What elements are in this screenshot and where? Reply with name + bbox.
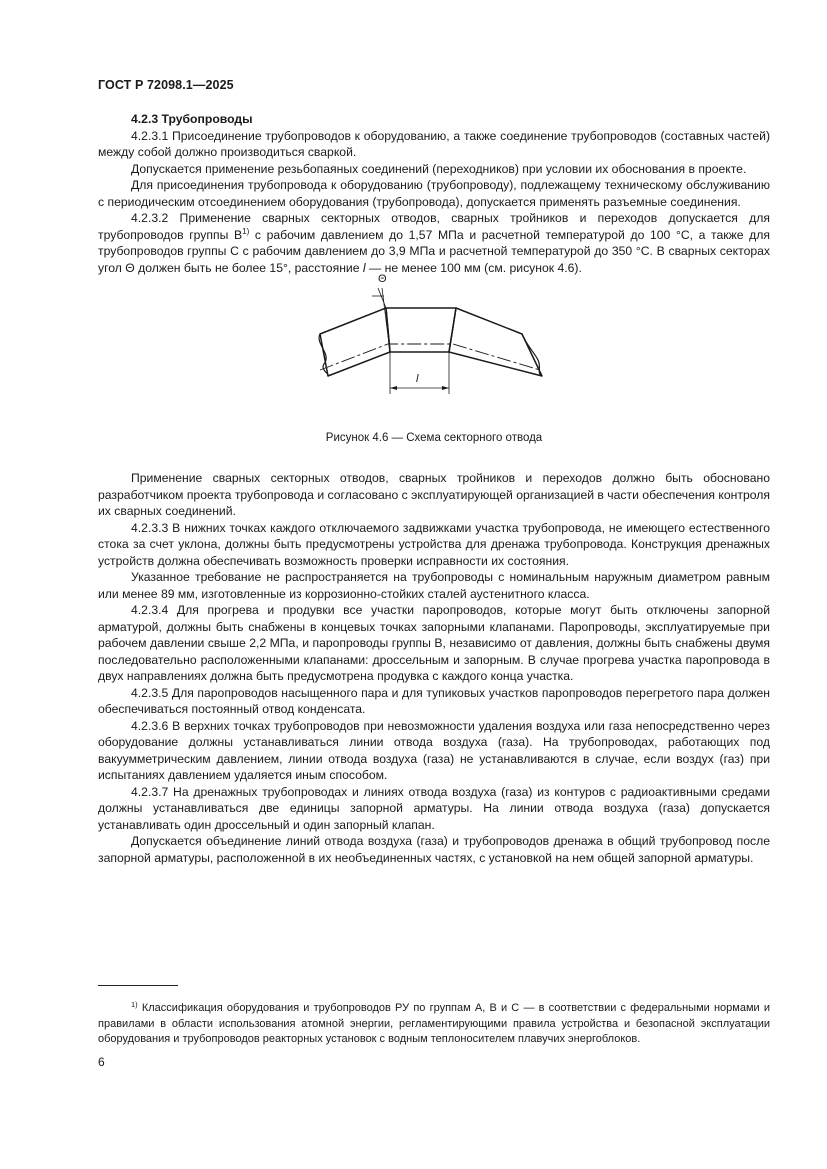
section-title: 4.2.3 Трубопроводы — [131, 112, 253, 126]
paragraph: 4.2.3.5 Для паропроводов насыщенного пара и для тупиковых участков паропроводов перегретого пара должен обеспечиваться постоянный отвод конденсата. — [98, 685, 770, 716]
figure-caption: Рисунок 4.6 — Схема секторного отвода — [325, 432, 543, 444]
sector-bend-diagram — [312, 273, 552, 418]
paragraph: Указанное требование не распространяется на трубопроводы с номинальным наружным диаметром равным или менее 89 мм, изготовленные из коррозионно-стойких сталей аустенитного класса. — [98, 570, 770, 601]
paragraph: 4.2.3.1 Присоединение трубопроводов к оборудованию, а также соединение трубопроводов (составных частей) между собой должно производиться сваркой. — [98, 128, 770, 159]
dim-arrow-right — [442, 386, 449, 390]
paragraph: 4.2.3.4 Для прогрева и продувки все участки паропроводов, которые могут быть отключены запорной арматурой, должны быть снабжены в концевых точках запорными клапанами. Паропроводы, эксплуатируемые при рабочем давлении свыше 2,2 МПа, и паропроводы группы В, независимо от давления, должны быть снабжены двумя последовательно расположенными клапанами: дроссельным и запорным. В случае прогрева участка паропровода в двух направлениях должна быть предусмотрена продувка с каждого конца участка. — [98, 603, 770, 683]
paragraph: 4.2.3.6 В верхних точках трубопроводов при невозможности удаления воздуха или газа непосредственно через оборудование должны устанавливаться линии отвода воздуха (газа). На трубопроводах, работающих под вакуумметрическим давлением, линии отвода воздуха (газа) не устанавливаются в случае, если воздух (газ) при испытаниях давлением удаляется иным способом. — [98, 718, 770, 782]
figure-4-6 — [98, 273, 770, 464]
paragraph: Допускается объединение линий отвода воздуха (газа) и трубопроводов дренажа в общий трубопровод после запорной арматуры, расположенной в их необъединенных частях, с установкой на нем общей запорной арматуры. — [98, 834, 770, 865]
dim-arrow-left — [390, 386, 397, 390]
page-content — [98, 111, 770, 866]
paragraphs-after-figure — [98, 470, 770, 866]
paragraph-4-2-3-2 — [98, 210, 770, 276]
footnote-text: Классификация оборудования и трубопроводов РУ по группам А, В и С — в соответствии с федеральными нормами и правилами в области использования атомной энергии, регламентирующими правила устройства и безопасной эксплуатации оборудования и трубопроводов реакторных установок с водным теплоносителем плавучих энергоблоков. — [98, 1002, 770, 1045]
middle-segment — [386, 308, 456, 352]
paragraph: 4.2.3.3 В нижних точках каждого отключаемого задвижками участка трубопровода, не имеющего естественного стока за счет уклона, должны быть предусмотрены устройства для дренажа трубопровода. Конструкция дренажных устройств должна обеспечивать возможность проверки исправности их состояния. — [98, 520, 770, 568]
l-label: l — [416, 373, 419, 385]
right-segment — [449, 308, 542, 376]
page-number: 6 — [98, 1055, 105, 1069]
footnote-marker: 1) — [131, 1000, 138, 1009]
paragraph: 4.2.3.7 На дренажных трубопроводах и линиях отвода воздуха (газа) из контуров с радиоактивными средами должны устанавливаться две единицы запорной арматуры. На линии отвода воздуха (газа) допускается устанавливать один дроссельный и один запорный клапан. — [98, 784, 770, 832]
theta-ref-line — [382, 288, 390, 352]
paragraph: Для присоединения трубопровода к оборудованию (трубопроводу), подлежащему техническому обслуживанию с периодическим отсоединением оборудования (трубопровода), допускается применять разъемные соединения. — [98, 178, 770, 209]
footnote-divider — [98, 985, 178, 986]
text-run: с рабочим давлением до 1,57 МПа и расчетной температурой до 100 °С, а также для трубопроводов группы С с рабочим давлением до 3,9 МПа и расчетной температурой до 350 °С. В сварных секторах угол Θ должен быть не более 15°, расстояние — [98, 227, 771, 275]
l-symbol: l — [362, 260, 366, 275]
footnote — [98, 1001, 770, 1048]
footnote-reference[interactable]: 1) — [242, 226, 250, 236]
text-run: — не менее 100 мм (см. рисунок 4.6). — [365, 260, 582, 275]
theta-label: Θ — [378, 273, 387, 285]
paragraph: Применение сварных секторных отводов, сварных тройников и переходов должно быть обосновано разработчиком проекта трубопровода и согласовано с эксплуатирующей организацией в части обеспечения контроля их сварных соединений. — [98, 471, 770, 518]
document-header: ГОСТ Р 72098.1—2025 — [98, 78, 234, 92]
text-run: 4.2.3.2 Применение сварных секторных отводов, сварных тройников и переходов допускается для трубопроводов группы В — [98, 211, 770, 242]
paragraph: Допускается применение резьбопаяных соединений (переходников) при условии их обоснования в проекте. — [131, 161, 747, 176]
